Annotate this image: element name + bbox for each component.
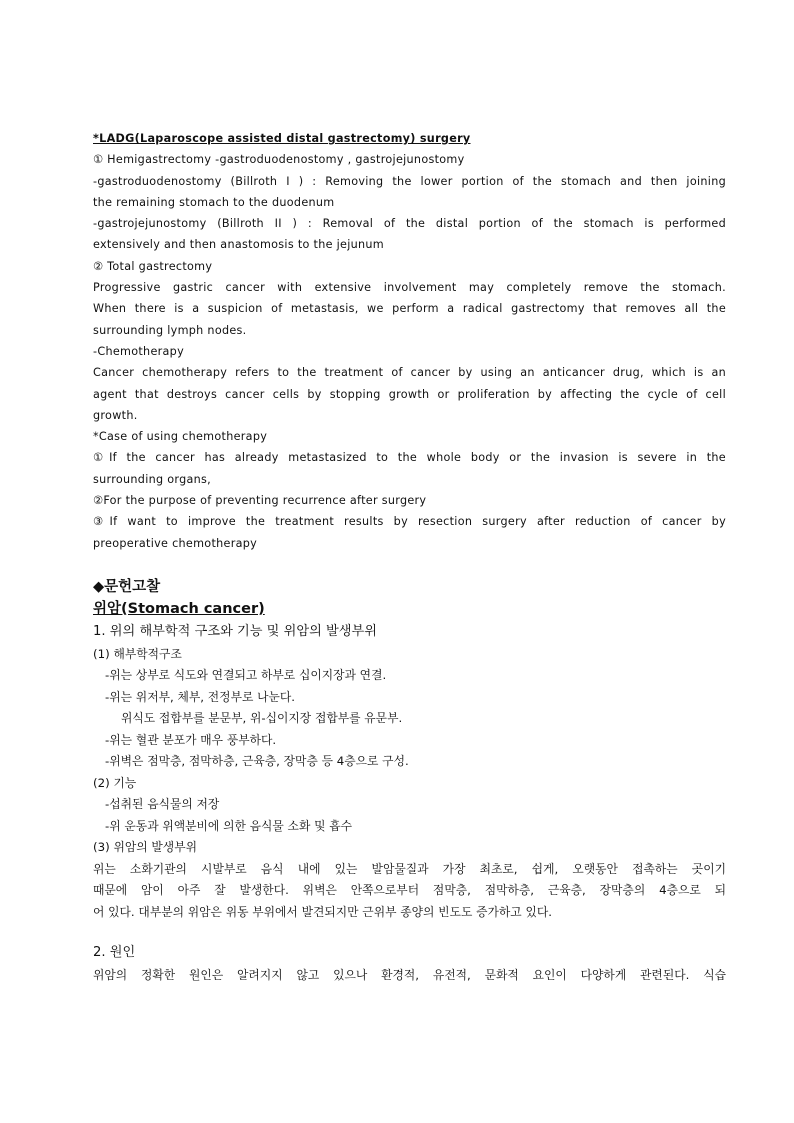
text-line: -gastrojejunostomy (Billroth II ) : Removal of the distal portion of the stomach is performed xyxy=(93,217,726,231)
paragraph-line: 어 있다. 대부분의 위암은 위동 부위에서 발견되지만 근위부 종양의 빈도도 증가하고 있다. xyxy=(93,904,552,919)
text-line: -gastroduodenostomy (Billroth I ) : Removing the lower portion of the stomach and then joining xyxy=(93,174,726,188)
text-line: ③If want to improve the treatment results by resection surgery after reduction of cancer by xyxy=(93,515,726,529)
text-line: ② Total gastrectomy xyxy=(93,259,213,273)
paragraph-line: 위암의 정확한 원인은 알려지지 않고 있으나 환경적, 유전적, 문화적 요인이 다양하게 관련된다. 식습 xyxy=(93,968,726,983)
text-line: preoperative chemotherapy xyxy=(93,536,258,550)
text-line: ②For the purpose of preventing recurrence after surgery xyxy=(93,494,427,508)
subsection-heading: (3) 위암의 발생부위 xyxy=(93,840,197,855)
list-item: -위는 상부로 식도와 연결되고 하부로 십이지장과 연결. xyxy=(105,668,387,683)
paragraph-line: 위는 소화기관의 시발부로 음식 내에 있는 발암물질과 가장 최초로, 쉽게, 오랫동안 접촉하는 곳이기 xyxy=(93,861,726,876)
text-line: Progressive gastric cancer with extensive involvement may completely remove the stomach. xyxy=(93,281,726,295)
list-item: -섭취된 음식물의 저장 xyxy=(105,797,220,812)
chemotherapy-cases-heading: *Case of using chemotherapy xyxy=(93,430,268,444)
spacer xyxy=(93,554,726,572)
list-item: -위벽은 점막층, 점막하층, 근육층, 장막층 등 4층으로 구성. xyxy=(105,754,409,769)
text-line: When there is a suspicion of metastasis, we perform a radical gastrectomy that removes all the xyxy=(93,302,726,316)
list-item: -위는 혈관 분포가 매우 풍부하다. xyxy=(105,732,277,747)
text-line: extensively and then anastomosis to the jejunum xyxy=(93,238,385,252)
text-line: agent that destroys cancer cells by stopping growth or proliferation by affecting the cycle of cell xyxy=(93,387,726,401)
section-2-heading: 2. 원인 xyxy=(93,945,136,961)
subsection-heading: (2) 기능 xyxy=(93,775,137,790)
text-line: surrounding lymph nodes. xyxy=(93,323,247,337)
list-item: 위식도 접합부를 분문부, 위-십이지장 접합부를 유문부. xyxy=(121,711,403,726)
text-line: ①If the cancer has already metastasized to the whole body or the invasion is severe in the xyxy=(93,451,726,465)
literature-review-heading: ◆문헌고찰 xyxy=(93,578,161,595)
text-line: surrounding organs, xyxy=(93,472,212,486)
text-line: Cancer chemotherapy refers to the treatment of cancer by using an anticancer drug, which is an xyxy=(93,366,726,380)
chemotherapy-heading: -Chemotherapy xyxy=(93,344,185,358)
section-1-heading: 1. 위의 해부학적 구조와 기능 및 위암의 발생부위 xyxy=(93,623,377,639)
list-item: -위 운동과 위액분비에 의한 음식물 소화 및 흡수 xyxy=(105,818,353,833)
list-item: -위는 위저부, 체부, 전정부로 나눈다. xyxy=(105,689,296,704)
ladg-title: *LADG(Laparoscope assisted distal gastrectomy) surgery xyxy=(93,132,471,145)
subsection-heading: (1) 해부학적구조 xyxy=(93,646,182,661)
text-line: ① Hemigastrectomy -gastroduodenostomy , gastrojejunostomy xyxy=(93,153,465,167)
paragraph-line: 때문에 암이 아주 잘 발생한다. 위벽은 안쪽으로부터 점막층, 점막하층, 근육층, 장막층의 4층으로 되 xyxy=(93,883,726,898)
spacer xyxy=(93,923,726,941)
text-line: the remaining stomach to the duodenum xyxy=(93,195,335,209)
topic-heading: 위암(Stomach cancer) xyxy=(93,600,265,617)
document-page xyxy=(93,128,726,987)
text-line: growth. xyxy=(93,408,138,422)
